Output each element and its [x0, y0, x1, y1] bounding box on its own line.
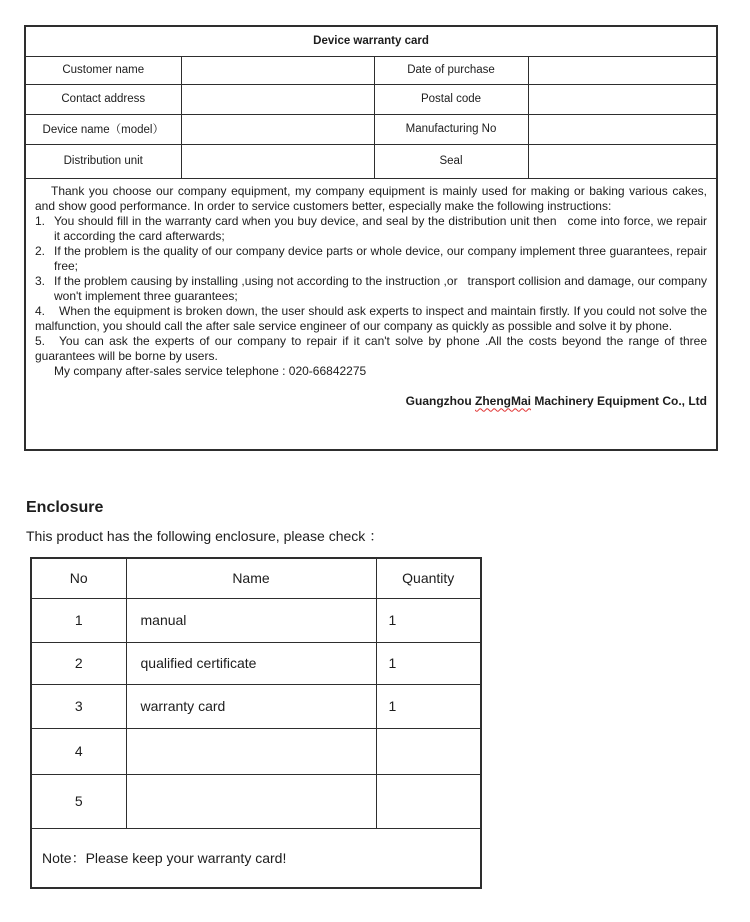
- notice-item-5: [35, 334, 707, 364]
- company-signature-line: [35, 394, 707, 409]
- warranty-card-title: Device warranty card: [25, 26, 717, 56]
- customer-name-value: [181, 56, 374, 84]
- company-name-spellcheck-word: ZhengMai: [475, 393, 531, 408]
- warranty-notice-cell: [25, 178, 717, 450]
- device-name-model-value: [181, 114, 374, 144]
- notice-intro-paragraph: Thank you choose our company equipment, my company equipment is mainly used for making or baking various cakes, and show good performance. In order to service customers better, especially make the following instructions:: [35, 183, 708, 213]
- enclosure-table: [30, 557, 482, 889]
- seal-value: [528, 144, 717, 178]
- distribution-unit-label: Distribution unit: [25, 144, 181, 178]
- table-row: [25, 84, 717, 114]
- table-row: [31, 598, 481, 642]
- enclosure-header-quantity: Quantity: [376, 558, 481, 598]
- enclosure-row-4-no: 4: [31, 728, 126, 774]
- contact-address-value: [181, 84, 374, 114]
- enclosure-instruction-line: This product has the following enclosure, please check ：: [26, 528, 384, 544]
- enclosure-row-4-name: [126, 728, 376, 774]
- table-row: [31, 684, 481, 728]
- enclosure-header-no: No: [31, 558, 126, 598]
- contact-address-label: Contact address: [25, 84, 181, 114]
- date-of-purchase-label: Date of purchase: [374, 56, 528, 84]
- enclosure-row-5-quantity: [376, 774, 481, 828]
- notice-item-5-number: 5.: [35, 333, 46, 348]
- notice-item-3-number: 3.: [35, 273, 46, 288]
- table-row: [31, 728, 481, 774]
- postal-code-label: Postal code: [374, 84, 528, 114]
- notice-item-1-text: You should fill in the warranty card when you buy device, and seal by the distribution unit then come into force, we repair it according the card afterwards;: [54, 213, 708, 243]
- table-row: [25, 144, 717, 178]
- postal-code-value: [528, 84, 717, 114]
- notice-item-3: [35, 274, 707, 304]
- enclosure-row-3-name: warranty card: [126, 684, 376, 728]
- enclosure-row-3-no: 3: [31, 684, 126, 728]
- notice-item-4-number: 4.: [35, 303, 46, 318]
- notice-item-3-text: If the problem causing by installing ,using not according to the instruction ,or transport collision and damage, our company won't implement three guarantees;: [54, 273, 708, 303]
- notice-item-5-text: You can ask the experts of our company to repair if it can't solve by phone .All the costs beyond the range of three guarantees will be borne by users.: [35, 333, 708, 363]
- enclosure-row-5-name: [126, 774, 376, 828]
- enclosure-header-name: Name: [126, 558, 376, 598]
- enclosure-row-4-quantity: [376, 728, 481, 774]
- enclosure-heading: Enclosure: [26, 499, 104, 516]
- notice-item-4: [35, 304, 707, 334]
- notice-item-1: [35, 214, 707, 244]
- company-name-suffix: Machinery Equipment Co., Ltd: [531, 393, 708, 408]
- table-row: [25, 56, 717, 84]
- notice-item-1-number: 1.: [35, 213, 46, 228]
- enclosure-row-2-name: qualified certificate: [126, 642, 376, 684]
- customer-name-label: Customer name: [25, 56, 181, 84]
- table-row: [25, 26, 717, 56]
- company-name-prefix: Guangzhou: [405, 393, 475, 408]
- table-row: [25, 114, 717, 144]
- table-row: [31, 774, 481, 828]
- enclosure-row-5-no: 5: [31, 774, 126, 828]
- manufacturing-no-label: Manufacturing No: [374, 114, 528, 144]
- distribution-unit-value: [181, 144, 374, 178]
- date-of-purchase-value: [528, 56, 717, 84]
- enclosure-note: Note：Please keep your warranty card!: [31, 828, 481, 888]
- table-row: [31, 642, 481, 684]
- manufacturing-no-value: [528, 114, 717, 144]
- enclosure-row-1-name: manual: [126, 598, 376, 642]
- enclosure-row-2-quantity: 1: [376, 642, 481, 684]
- device-warranty-card-table: [24, 25, 718, 451]
- notice-item-2-text: If the problem is the quality of our company device parts or whole device, our company implement three guarantees, repair free;: [54, 243, 708, 273]
- table-header-row: [31, 558, 481, 598]
- seal-label: Seal: [374, 144, 528, 178]
- notice-item-4-text: When the equipment is broken down, the user should ask experts to inspect and maintain firstly. If you could not solve the malfunction, you should call the after sale service engineer of our company as quickly as possible and solve it by phone.: [35, 303, 708, 333]
- enclosure-row-1-quantity: 1: [376, 598, 481, 642]
- notice-item-2: [35, 244, 707, 274]
- notice-item-2-number: 2.: [35, 243, 46, 258]
- enclosure-row-3-quantity: 1: [376, 684, 481, 728]
- table-row: [25, 178, 717, 450]
- table-row: [31, 828, 481, 888]
- enclosure-row-1-no: 1: [31, 598, 126, 642]
- enclosure-row-2-no: 2: [31, 642, 126, 684]
- device-name-model-label: Device name（model）: [25, 114, 181, 144]
- after-sales-telephone-line: My company after-sales service telephone : 020-66842275: [54, 363, 367, 378]
